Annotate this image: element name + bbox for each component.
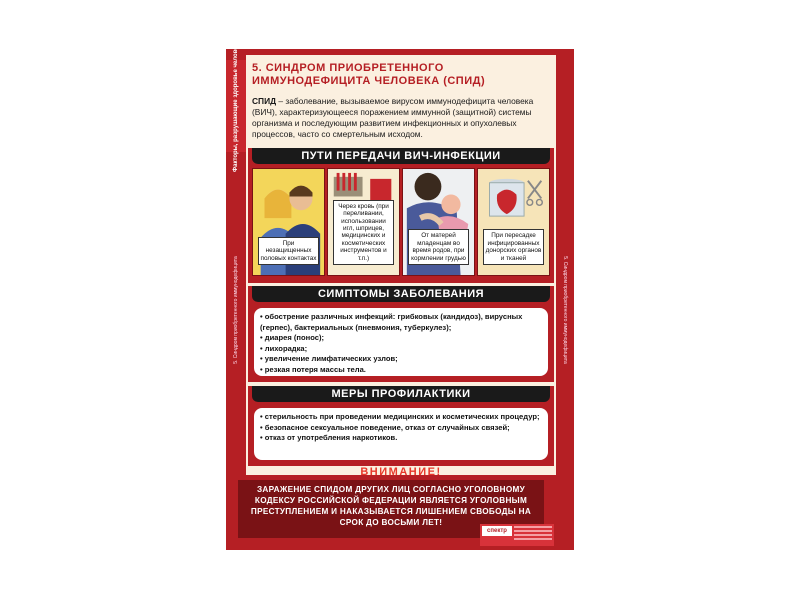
transmission-caption-sexual: При незащищенных половых контактах — [258, 237, 319, 265]
warning-title: ВНИМАНИЕ! — [360, 466, 442, 478]
transmission-caption-blood: Через кровь (при переливании, использовании игл, шприцев, медицинских и косметических инструментов и т.п.) — [333, 200, 394, 265]
intro-term: СПИД — [252, 96, 277, 106]
intro-paragraph — [252, 96, 552, 140]
symptoms-section — [248, 286, 554, 382]
transmission-card-mother — [402, 168, 475, 276]
spine-left — [226, 235, 246, 385]
page-title: 5. СИНДРОМ ПРИОБРЕТЕННОГО ИММУНОДЕФИЦИТА ЧЕЛОВЕКА (СПИД) — [252, 62, 486, 87]
intro-text: – заболевание, вызываемое вирусом иммунодефицита человека (ВИЧ), характеризующееся поражением иммунной (защитной) системы организма и последующим развитием инфекционных и опухолевых процессов, часто со смертельным исходом. — [252, 96, 534, 139]
publisher-logo: спектр — [482, 526, 512, 536]
symptoms-header: СИМПТОМЫ ЗАБОЛЕВАНИЯ — [252, 286, 550, 302]
list-item: • увеличение лимфатических узлов; — [260, 354, 542, 365]
publisher-fineprint — [514, 526, 552, 544]
prevention-section — [248, 386, 554, 466]
transmission-header: ПУТИ ПЕРЕДАЧИ ВИЧ-ИНФЕКЦИИ — [252, 148, 550, 164]
list-item: • отказ от употребления наркотиков. — [260, 433, 542, 444]
transmission-section — [248, 148, 554, 283]
transmission-cards — [252, 168, 550, 276]
transmission-card-blood — [327, 168, 400, 276]
side-tab-label: Факторы, разрушающие здоровье человека — [233, 40, 239, 172]
transmission-caption-transplant: При пересадке инфицированных донорских органов и тканей — [483, 229, 544, 265]
transmission-caption-mother: От матерей младенцам во время родов, при кормлении грудью — [408, 229, 469, 265]
list-item: • безопасное сексуальное поведение, отказ от случайных связей; — [260, 423, 542, 434]
side-tab — [226, 40, 246, 172]
symptoms-list — [254, 308, 548, 376]
spine-left-label: 5. Синдром приобретенного иммунодефицита — [233, 256, 239, 364]
transmission-card-sexual — [252, 168, 325, 276]
spine-right-label: 5. Синдром приобретенного иммунодефицита — [562, 256, 568, 364]
list-item: • резкая потеря массы тела. — [260, 365, 542, 376]
spine-right — [556, 235, 574, 385]
list-item: • диарея (понос); — [260, 333, 542, 344]
transmission-card-transplant — [477, 168, 550, 276]
publisher-block — [480, 524, 554, 546]
prevention-header: МЕРЫ ПРОФИЛАКТИКИ — [252, 386, 550, 402]
list-item: • стерильность при проведении медицинских и косметических процедур; — [260, 412, 542, 423]
prevention-list — [254, 408, 548, 460]
warning-text: ЗАРАЖЕНИЕ СПИДОМ ДРУГИХ ЛИЦ СОГЛАСНО УГОЛОВНОМУ КОДЕКСУ РОССИЙСКОЙ ФЕДЕРАЦИИ ЯВЛЯЕТСЯ УГОЛОВНЫМ ПРЕСТУПЛЕНИЕМ И НАКАЗЫВАЕТСЯ ЛИШЕНИЕМ СВОБОДЫ НА СРОК ДО ВОСЬМИ ЛЕТ! — [250, 485, 532, 527]
list-item: • лихорадка; — [260, 344, 542, 355]
list-item: • обострение различных инфекций: грибковых (кандидоз), вирусных (герпес), бактериальных (пневмония, туберкулез); — [260, 312, 542, 333]
